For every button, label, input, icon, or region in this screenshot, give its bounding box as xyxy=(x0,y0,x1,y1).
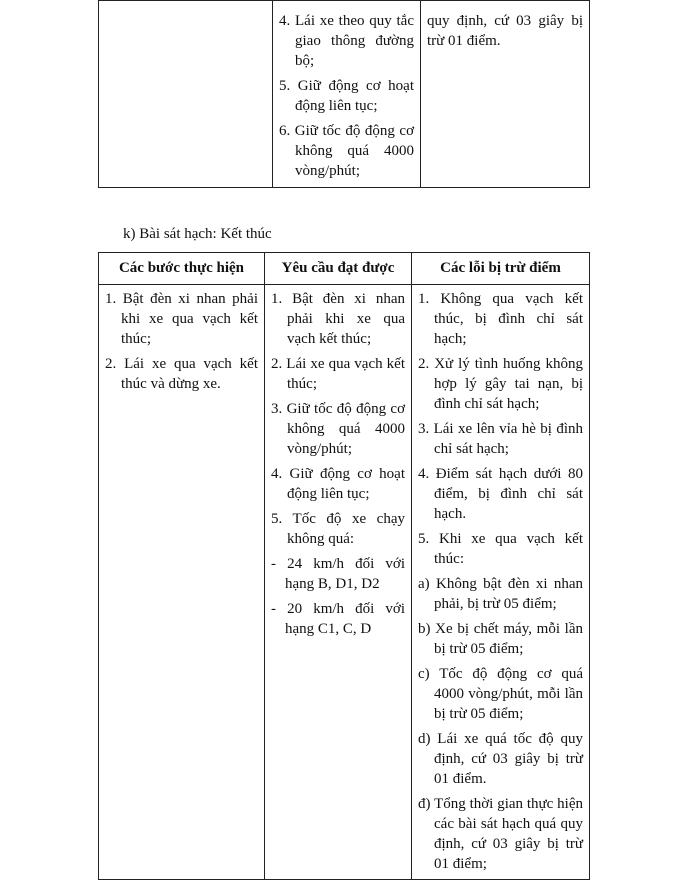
list-item: 2. Xử lý tình huống không hợp lý gây tai nạn, bị đình chỉ sát hạch; xyxy=(418,356,583,412)
list-item: 2. Lái xe qua vạch kết thúc và dừng xe. xyxy=(105,356,258,392)
list-item: 1. Bật đèn xi nhan phải khi xe qua vạch kết thúc; xyxy=(271,291,405,347)
table-row xyxy=(99,1,590,188)
list-item: 5. Tốc độ xe chạy không quá: xyxy=(271,511,405,547)
list-item: 1. Bật đèn xi nhan phải khi xe qua vạch kết thúc; xyxy=(105,291,258,347)
list-item: 2. Lái xe qua vạch kết thúc; xyxy=(271,356,405,392)
list-item: - 20 km/h đối với hạng C1, C, D xyxy=(271,601,405,637)
table-row xyxy=(99,285,590,880)
list-item: - 24 km/h đối với hạng B, D1, D2 xyxy=(271,556,405,592)
list-item: 1. Không qua vạch kết thúc, bị đình chỉ sát hạch; xyxy=(418,291,583,347)
list-item: đ) Tổng thời gian thực hiện các bài sát hạch quá quy định, cứ 03 giây bị trừ 01 điểm; xyxy=(418,796,583,872)
list-item: 4. Điểm sát hạch dưới 80 điểm, bị đình chỉ sát hạch. xyxy=(418,466,583,522)
section-heading: k) Bài sát hạch: Kết thúc xyxy=(123,226,272,242)
column-header-errors: Các lỗi bị trừ điểm xyxy=(412,253,590,285)
list-item: 5. Giữ động cơ hoạt động liên tục; xyxy=(279,78,414,114)
steps-cell xyxy=(99,1,273,188)
list-item: 4. Lái xe theo quy tắc giao thông đường bộ; xyxy=(279,13,414,69)
table-header-row xyxy=(99,253,590,285)
continuation-table xyxy=(98,0,590,188)
list-item: a) Không bật đèn xi nhan phải, bị trừ 05 điểm; xyxy=(418,576,583,612)
column-header-steps: Các bước thực hiện xyxy=(99,253,265,285)
list-item: d) Lái xe quá tốc độ quy định, cứ 03 giây bị trừ 01 điểm. xyxy=(418,731,583,787)
list-item: 3. Giữ tốc độ động cơ không quá 4000 vòng/phút; xyxy=(271,401,405,457)
steps-cell xyxy=(99,285,265,880)
list-item: 6. Giữ tốc độ động cơ không quá 4000 vòng/phút; xyxy=(279,123,414,179)
list-item: 3. Lái xe lên vỉa hè bị đình chỉ sát hạch; xyxy=(418,421,583,457)
errors-cell xyxy=(412,285,590,880)
requirements-cell xyxy=(273,1,421,188)
list-item: quy định, cứ 03 giây bị trừ 01 điểm. xyxy=(427,13,583,49)
list-item: 5. Khi xe qua vạch kết thúc: xyxy=(418,531,583,567)
requirements-cell xyxy=(265,285,412,880)
list-item: b) Xe bị chết máy, mỗi lần bị trừ 05 điểm; xyxy=(418,621,583,657)
exam-end-table xyxy=(98,252,590,880)
column-header-requirements: Yêu cầu đạt được xyxy=(265,253,412,285)
errors-cell xyxy=(421,1,590,188)
list-item: 4. Giữ động cơ hoạt động liên tục; xyxy=(271,466,405,502)
list-item: c) Tốc độ động cơ quá 4000 vòng/phút, mỗi lần bị trừ 05 điểm; xyxy=(418,666,583,722)
